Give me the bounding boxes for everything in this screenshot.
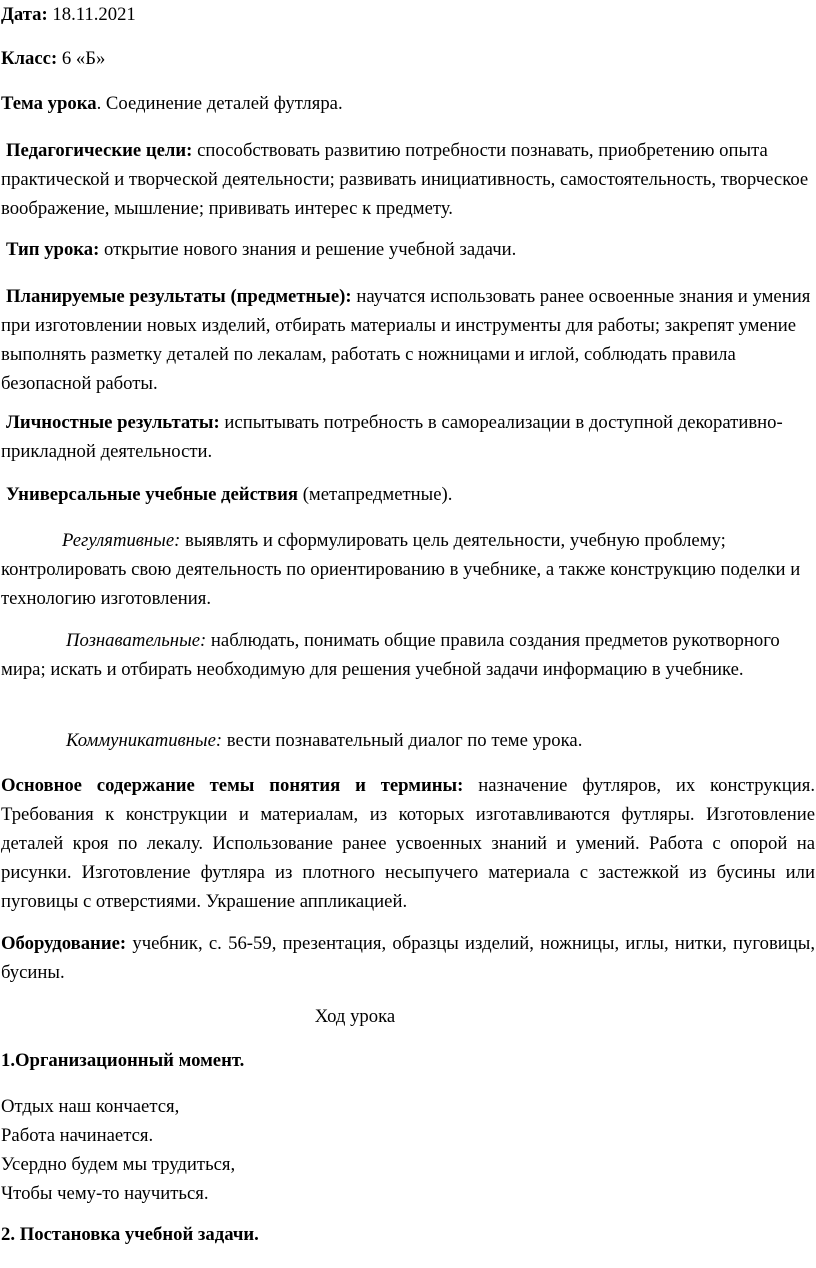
topic-label: Тема урока	[1, 93, 97, 114]
date-value: 18.11.2021	[47, 4, 136, 25]
communicative-paragraph	[1, 726, 815, 755]
poem-line: Отдых наш кончается,	[1, 1096, 180, 1117]
lesson-type-text: открытие нового знания и решение учебной задачи.	[99, 239, 517, 260]
date-label: Дата:	[1, 4, 48, 25]
main-content-text: назначение футляров, их конструкция. Требования к конструкции и материалам, из которых изготавливаются футляры. Изготовление деталей кроя по лекалу. Использование ранее усвоенных знаний и умений. Работа с опорой на рисунки. Изготовление футляра из плотного несыпучего материала с застежкой из бусины или пуговицы с отверстиями. Украшение аппликацией.	[1, 775, 816, 912]
cognitive-paragraph	[1, 626, 815, 684]
equipment-label: Оборудование:	[1, 933, 127, 954]
regulative-paragraph	[1, 526, 815, 613]
lesson-type-paragraph	[1, 235, 815, 264]
class-value: 6 «Б»	[57, 48, 106, 69]
lesson-type-label: Тип урока:	[6, 239, 100, 260]
communicative-label: Коммуникативные:	[66, 730, 223, 751]
topic-value: . Соединение деталей футляра.	[96, 93, 343, 114]
planned-results-label: Планируемые результаты (предметные):	[6, 286, 352, 307]
equipment-paragraph	[1, 929, 815, 987]
cognitive-label: Познавательные:	[66, 630, 207, 651]
main-content-paragraph	[1, 771, 815, 916]
uud-paragraph	[1, 480, 815, 509]
lesson-flow-title: Ход урока	[314, 1006, 396, 1027]
personal-results-paragraph	[1, 408, 815, 466]
personal-results-text: испытывать потребность в самореализации в доступной декоративно-прикладной деятельности.	[1, 412, 783, 462]
goals-text: способствовать развитию потребности познавать, приобретению опыта практической и творческой деятельности; развивать инициативность, самостоятельность, творческое воображение, мышление; прививать интерес к предмету.	[1, 140, 809, 219]
uud-text: (метапредметные).	[298, 484, 453, 505]
planned-results-paragraph	[1, 282, 815, 398]
poem-line: Усердно будем мы трудиться,	[1, 1154, 236, 1175]
topic-line	[1, 89, 815, 118]
equipment-text: учебник, с. 56-59, презентация, образцы изделий, ножницы, иглы, нитки, пуговицы, бусины.	[1, 933, 815, 983]
regulative-label: Регулятивные:	[62, 530, 181, 551]
date-line	[1, 0, 815, 29]
cognitive-text: наблюдать, понимать общие правила создания предметов рукотворного мира; искать и отбирать необходимую для решения учебной задачи информацию в учебнике.	[1, 630, 780, 680]
goals-paragraph	[1, 136, 815, 223]
planned-results-text: научатся использовать ранее освоенные знания и умения при изготовлении новых изделий, отбирать материалы и инструменты для работы; закрепят умение выполнять разметку деталей по лекалам, работать с ножницами и иглой, соблюдать правила безопасной работы.	[1, 286, 811, 394]
poem	[1, 1092, 815, 1208]
class-label: Класс:	[1, 48, 58, 69]
main-content-label: Основное содержание темы понятия и термины:	[1, 775, 464, 796]
section2-title: 2. Постановка учебной задачи.	[1, 1224, 259, 1245]
communicative-text: вести познавательный диалог по теме урока.	[222, 730, 583, 751]
poem-line: Работа начинается.	[1, 1125, 154, 1146]
poem-line: Чтобы чему-то научиться.	[1, 1183, 209, 1204]
class-line	[1, 44, 815, 73]
personal-results-label: Личностные результаты:	[6, 412, 220, 433]
goals-label: Педагогические цели:	[6, 140, 193, 161]
section1-title: 1.Организационный момент.	[1, 1050, 245, 1071]
regulative-text: выявлять и сформулировать цель деятельности, учебную проблему; контролировать свою деятельность по ориентированию в учебнике, а также конструкцию поделки и технологию изготовления.	[1, 530, 801, 609]
uud-label: Универсальные учебные действия	[6, 484, 299, 505]
